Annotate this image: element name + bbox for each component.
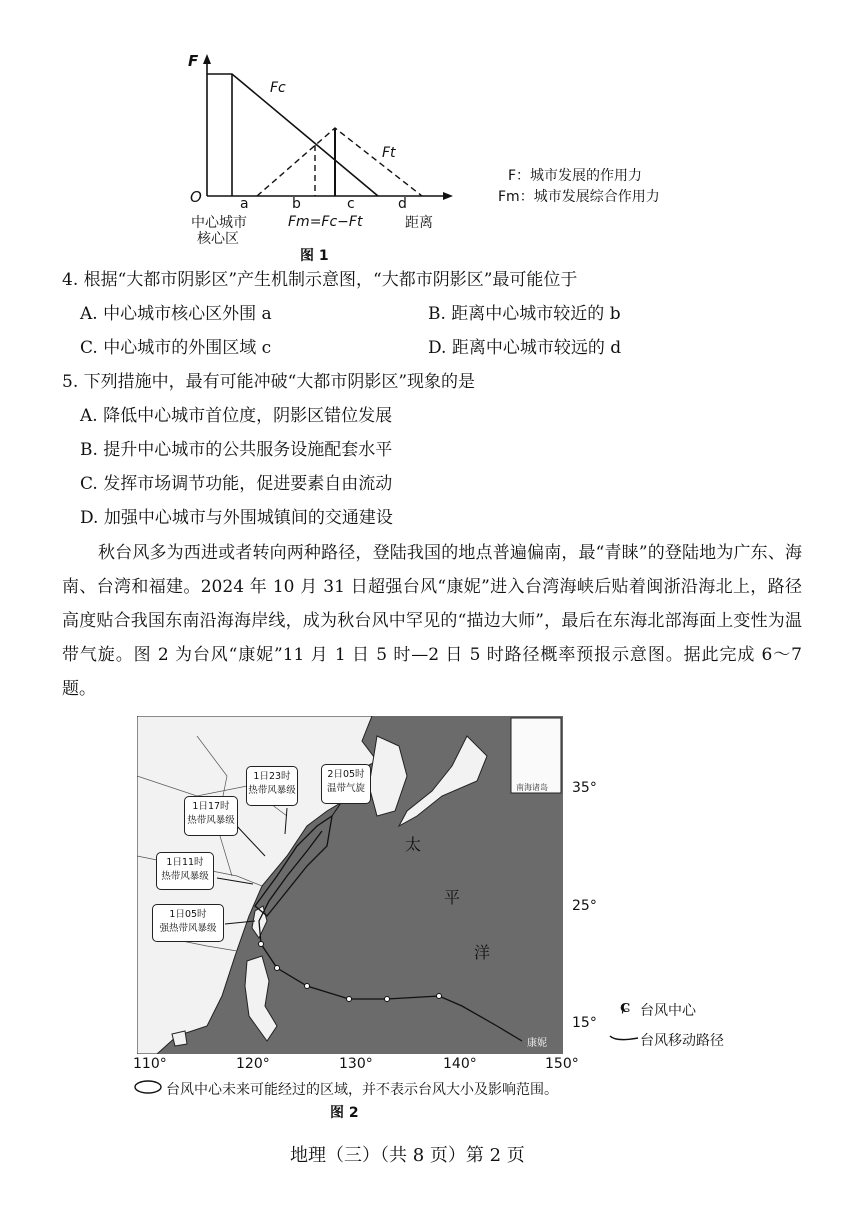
fig1-caption: 图 1	[300, 248, 329, 264]
lon-110: 110°	[133, 1056, 167, 1072]
callout-2d05: 2日05时 温带气旋	[321, 764, 371, 804]
fig1-tick-a: a	[240, 196, 249, 212]
inset-label: 南海诸岛	[516, 783, 548, 792]
fig2-caption: 图 2	[330, 1105, 359, 1121]
ocean-char-3: 洋	[474, 943, 491, 962]
fig1-legend-f: F：城市发展的作用力	[508, 168, 643, 184]
ocean-char-2: 平	[444, 888, 461, 907]
fig1-x-label: 距离	[405, 215, 433, 231]
q5-option-c: C. 发挥市场调节功能，促进要素自由流动	[80, 474, 393, 494]
callout-1d17: 1日17时 热带风暴级	[184, 796, 238, 836]
lat-15: 15°	[572, 1015, 597, 1031]
q4-option-c: C. 中心城市的外围区域 c	[80, 338, 272, 358]
lon-150: 150°	[545, 1056, 579, 1072]
lat-25: 25°	[572, 898, 597, 914]
fig2-bottom-note: 台风中心未来可能经过的区域，并不表示台风大小及影响范围。	[166, 1082, 558, 1098]
lat-35: 35°	[572, 780, 597, 796]
q4-stem: 4. 根据“大都市阴影区”产生机制示意图，“大都市阴影区”最可能位于	[62, 270, 578, 290]
fig1-tick-c: c	[347, 196, 355, 212]
q4-option-a: A. 中心城市核心区外围 a	[80, 304, 272, 324]
fig1-fc-label: Fc	[270, 80, 286, 96]
ocean-char-1: 太	[405, 835, 422, 854]
fig1-tick-d: d	[398, 196, 407, 212]
legend-typhoon-path: 台风移动路径	[640, 1033, 724, 1049]
page-footer: 地理（三）（共 8 页）第 2 页	[290, 1145, 525, 1166]
q4-option-d: D. 距离中心城市较远的 d	[428, 338, 622, 358]
path-line-icon	[608, 1032, 640, 1044]
typhoon-name-label: 康妮	[527, 1038, 547, 1049]
fig1-tick-b: b	[292, 196, 301, 212]
lon-130: 130°	[339, 1056, 373, 1072]
callout-1d23: 1日23时 热带风暴级	[246, 766, 298, 806]
fig1-y-label: F	[188, 52, 199, 70]
q5-option-a: A. 降低中心城市首位度，阴影区错位发展	[80, 406, 393, 426]
legend-typhoon-center: 台风中心	[640, 1003, 696, 1019]
q4-option-b: B. 距离中心城市较近的 b	[428, 304, 621, 324]
lon-120: 120°	[236, 1056, 270, 1072]
probability-area-icon	[133, 1079, 163, 1095]
q5-option-d: D. 加强中心城市与外围城镇间的交通建设	[80, 508, 393, 528]
q5-option-b: B. 提升中心城市的公共服务设施配套水平	[80, 440, 393, 460]
q5-stem: 5. 下列措施中，最有可能冲破“大都市阴影区”现象的是	[62, 372, 476, 392]
fig1-core-label-1: 中心城市	[191, 215, 247, 231]
fig1-fm-formula: Fm=Fc−Ft	[288, 214, 363, 230]
lon-140: 140°	[443, 1056, 477, 1072]
passage-text: 秋台风多为西进或者转向两种路径，登陆我国的地点普遍偏南，最“青睐”的登陆地为广东、海南、台湾和福建。2024 年 10 月 31 日超强台风“康妮”进入台湾海峡后贴着闽浙沿海北上，路径高度贴合我国东南沿海海岸线，成为秋台风中罕见的“描边大师”，最后在东海北部海面上变性为温带气旋。图 2 为台风“康妮”11 月 1 日 5 时—2 日 5 时路径概率预报示意图。据此完成 6～7 题。	[62, 543, 802, 699]
fig1-core-label-2: 核心区	[197, 231, 239, 247]
fig1-origin-label: O	[190, 188, 202, 206]
callout-1d11: 1日11时 热带风暴级	[156, 852, 214, 890]
fig1-legend-fm: Fm：城市发展综合作用力	[498, 189, 660, 205]
fig1-ft-label: Ft	[382, 145, 396, 161]
callout-1d05: 1日05时 强热带风暴级	[152, 904, 224, 942]
typhoon-center-icon: ɕ	[620, 997, 631, 1017]
